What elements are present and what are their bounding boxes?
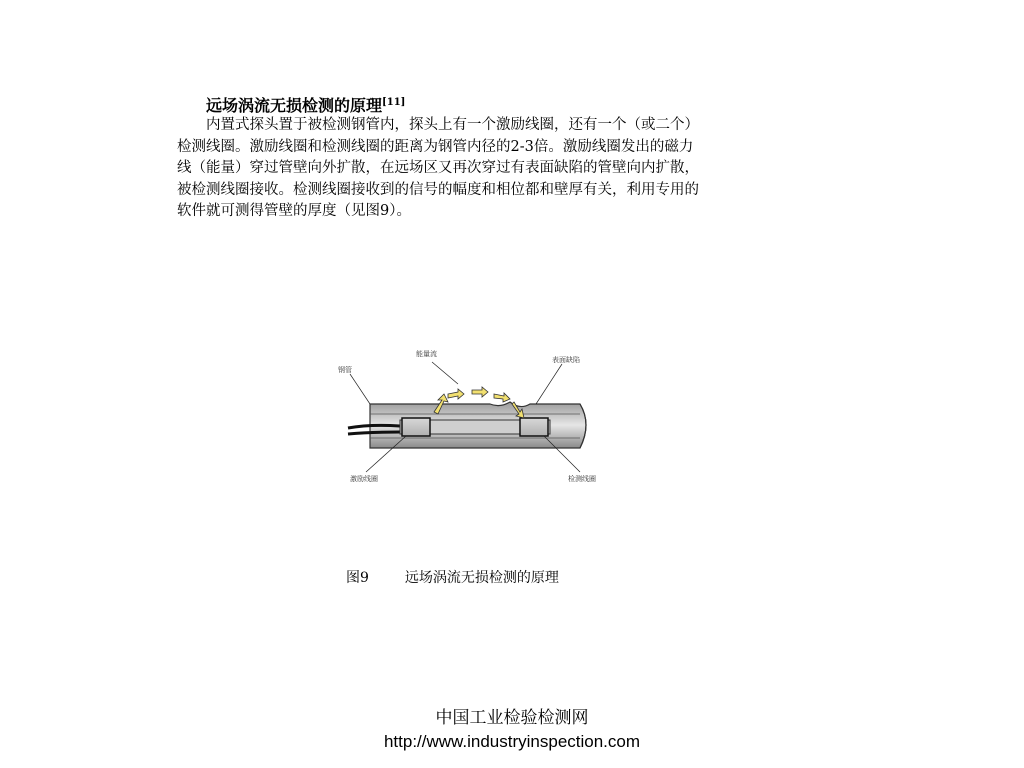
remote-field-eddy-current-diagram xyxy=(330,338,620,498)
paragraph-line: 内置式探头置于被检测钢管内，探头上有一个激励线圈，还有一个（或二个） xyxy=(206,117,699,133)
label-steel-pipe: 钢管 xyxy=(338,366,352,374)
excitation-coil-shape xyxy=(402,418,430,436)
caption-number: 图9 xyxy=(346,570,369,586)
detection-coil-shape xyxy=(520,418,548,436)
footer-url[interactable]: http://www.industryinspection.com xyxy=(383,732,641,751)
label-surface-defect: 表面缺陷 xyxy=(552,356,580,364)
paragraph-line: 被检测线圈接收。检测线圈接收到的信号的幅度和相位都和壁厚有关，利用专用的 xyxy=(177,181,699,198)
paragraph-line: 软件就可测得管壁的厚度（见图9）。 xyxy=(177,203,411,219)
paragraph-line: 线（能量）穿过管壁向外扩散，在远场区又再次穿过有表面缺陷的管壁向内扩散， xyxy=(177,160,699,176)
label-energy-flow: 能量流 xyxy=(416,350,437,358)
label-detection-coil: 检测线圈 xyxy=(568,475,596,483)
footer-site-name: 中国工业检验检测网 xyxy=(435,708,589,727)
figure-caption xyxy=(346,567,559,587)
label-excitation-coil: 激励线圈 xyxy=(350,475,378,483)
paragraph-line: 检测线圈。激励线圈和检测线圈的距离为钢管内径的2-3倍。激励线圈发出的磁力 xyxy=(177,138,694,155)
section-heading xyxy=(206,93,405,116)
footer xyxy=(0,706,1024,754)
reference-mark: [11] xyxy=(382,97,406,108)
caption-text: 远场涡流无损检测的原理 xyxy=(404,570,559,586)
heading-title: 远场涡流无损检测的原理 xyxy=(206,96,383,115)
body-paragraph xyxy=(177,115,793,223)
